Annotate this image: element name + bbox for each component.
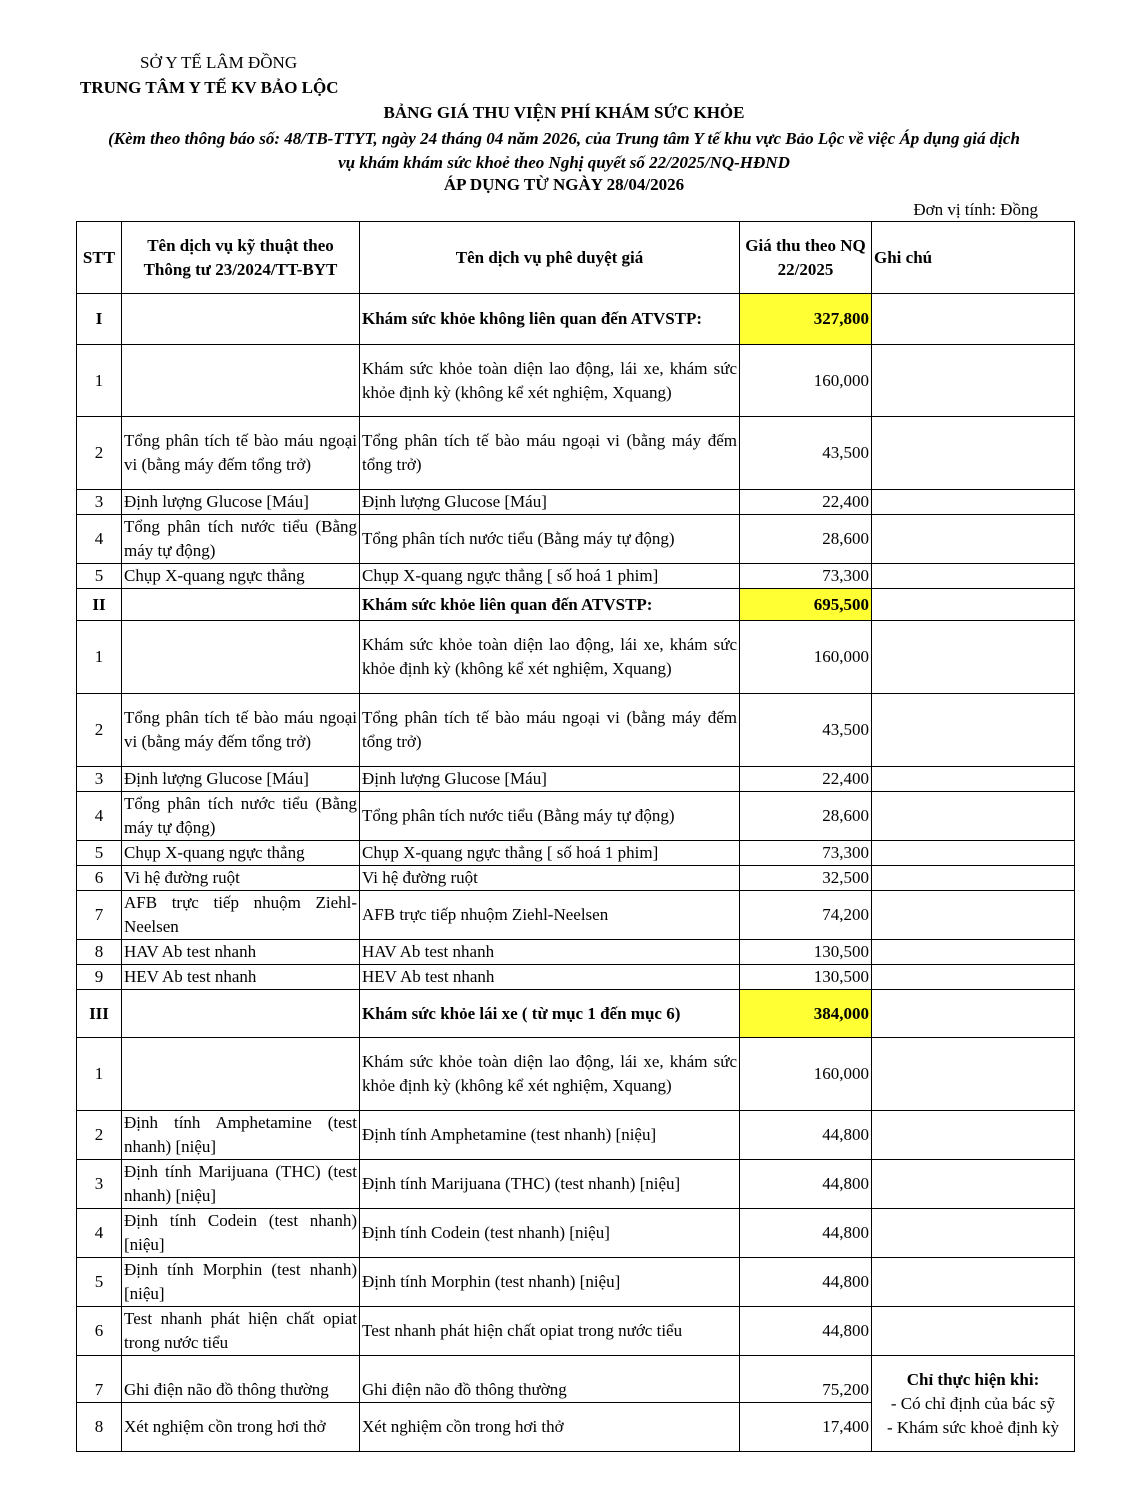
note-cell (872, 1160, 1075, 1209)
row-stt: 6 (77, 1307, 122, 1356)
section-tech-empty (122, 294, 360, 345)
note-cell (872, 866, 1075, 891)
row-tech-name: Định lượng Glucose [Máu] (122, 767, 360, 792)
col-stt-header: STT (77, 222, 122, 294)
row-price: 43,500 (740, 417, 872, 490)
row-stt: 8 (77, 940, 122, 965)
table-row (77, 940, 1075, 965)
row-stt: 7 (77, 1356, 122, 1403)
row-stt: 6 (77, 866, 122, 891)
table-row (77, 345, 1075, 417)
row-price: 22,400 (740, 490, 872, 515)
row-approved-name: HEV Ab test nhanh (360, 965, 740, 990)
row-approved-name: Tổng phân tích nước tiểu (Bằng máy tự động) (360, 515, 740, 564)
row-approved-name: Định tính Codein (test nhanh) [niệu] (360, 1209, 740, 1258)
table-row (77, 1258, 1075, 1307)
row-stt: 5 (77, 564, 122, 589)
row-approved-name: Định tính Morphin (test nhanh) [niệu] (360, 1258, 740, 1307)
price-table (76, 221, 1075, 1452)
row-stt: 2 (77, 1111, 122, 1160)
row-stt: 1 (77, 1038, 122, 1111)
table-row (77, 564, 1075, 589)
document-title: BẢNG GIÁ THU VIỆN PHÍ KHÁM SỨC KHỎE (383, 103, 745, 122)
row-stt: 4 (77, 515, 122, 564)
row-price: 130,500 (740, 940, 872, 965)
section-tech-empty (122, 589, 360, 621)
row-tech-name: Định tính Marijuana (THC) (test nhanh) [niệu] (122, 1160, 360, 1209)
row-stt: 3 (77, 1160, 122, 1209)
row-price: 17,400 (740, 1403, 872, 1452)
row-price: 28,600 (740, 792, 872, 841)
row-tech-name (122, 621, 360, 694)
section-total-price: 327,800 (740, 294, 872, 345)
apply-date: ÁP DỤNG TỪ NGÀY 28/04/2026 (443, 175, 685, 194)
table-row (77, 866, 1075, 891)
row-stt: 2 (77, 694, 122, 767)
row-approved-name: Vi hệ đường ruột (360, 866, 740, 891)
row-tech-name: Định tính Morphin (test nhanh) [niệu] (122, 1258, 360, 1307)
section-row (77, 990, 1075, 1038)
section-total-price: 695,500 (740, 589, 872, 621)
table-row (77, 621, 1075, 694)
table-row (77, 1209, 1075, 1258)
section-row (77, 589, 1075, 621)
row-stt: 1 (77, 621, 122, 694)
row-tech-name: Ghi điện não đồ thông thường (122, 1356, 360, 1403)
section-stt: I (77, 294, 122, 345)
row-approved-name: Khám sức khỏe toàn diện lao động, lái xe, khám sức khỏe định kỳ (không kể xét nghiệm, Xquang) (360, 345, 740, 417)
row-approved-name: Định lượng Glucose [Máu] (360, 767, 740, 792)
section-title: Khám sức khỏe không liên quan đến ATVSTP: (360, 294, 740, 345)
note-cell (872, 1111, 1075, 1160)
row-tech-name: Xét nghiệm cồn trong hơi thở (122, 1403, 360, 1452)
center-name: TRUNG TÂM Y TẾ KV BẢO LỘC (80, 78, 339, 97)
note-cell (872, 767, 1075, 792)
row-price: 160,000 (740, 621, 872, 694)
col-tech-name-header: Tên dịch vụ kỹ thuật theo Thông tư 23/2024/TT-BYT (122, 222, 360, 294)
row-stt: 7 (77, 891, 122, 940)
note-cell (872, 1307, 1075, 1356)
row-price: 44,800 (740, 1258, 872, 1307)
row-tech-name: Tổng phân tích tế bào máu ngoại vi (bằng máy đếm tổng trở) (122, 694, 360, 767)
row-stt: 4 (77, 1209, 122, 1258)
row-approved-name: Chụp X-quang ngực thẳng [ số hoá 1 phim] (360, 564, 740, 589)
note-cell (872, 1209, 1075, 1258)
section-tech-empty (122, 990, 360, 1038)
row-tech-name: Vi hệ đường ruột (122, 866, 360, 891)
section-stt: III (77, 990, 122, 1038)
note-cell (872, 990, 1075, 1038)
row-tech-name: Định lượng Glucose [Máu] (122, 490, 360, 515)
row-approved-name: Tổng phân tích nước tiểu (Bằng máy tự động) (360, 792, 740, 841)
row-price: 130,500 (740, 965, 872, 990)
table-row (77, 1038, 1075, 1111)
note-cell (872, 792, 1075, 841)
row-stt: 4 (77, 792, 122, 841)
col-price-header: Giá thu theo NQ 22/2025 (740, 222, 872, 294)
col-note-header: Ghi chú (872, 222, 1075, 294)
row-price: 43,500 (740, 694, 872, 767)
row-tech-name: Định tính Amphetamine (test nhanh) [niệu] (122, 1111, 360, 1160)
table-row (77, 965, 1075, 990)
row-approved-name: Tổng phân tích tế bào máu ngoại vi (bằng máy đếm tổng trở) (360, 417, 740, 490)
row-approved-name: Chụp X-quang ngực thẳng [ số hoá 1 phim] (360, 841, 740, 866)
row-approved-name: AFB trực tiếp nhuộm Ziehl-Neelsen (360, 891, 740, 940)
note-cell (872, 841, 1075, 866)
row-approved-name: Định tính Amphetamine (test nhanh) [niệu] (360, 1111, 740, 1160)
row-tech-name (122, 1038, 360, 1111)
row-tech-name (122, 345, 360, 417)
row-approved-name: HAV Ab test nhanh (360, 940, 740, 965)
conditions-note-line: - Có chỉ định của bác sỹ (890, 1393, 1056, 1413)
row-stt: 3 (77, 490, 122, 515)
row-price: 28,600 (740, 515, 872, 564)
table-row (77, 1111, 1075, 1160)
row-stt: 5 (77, 841, 122, 866)
table-row (77, 694, 1075, 767)
row-price: 73,300 (740, 564, 872, 589)
table-row (77, 1307, 1075, 1356)
row-price: 74,200 (740, 891, 872, 940)
row-price: 75,200 (740, 1356, 872, 1403)
row-stt: 8 (77, 1403, 122, 1452)
note-cell (872, 891, 1075, 940)
section-stt: II (77, 589, 122, 621)
row-price: 44,800 (740, 1111, 872, 1160)
row-approved-name: Khám sức khỏe toàn diện lao động, lái xe, khám sức khỏe định kỳ (không kể xét nghiệm, Xquang) (360, 1038, 740, 1111)
row-price: 22,400 (740, 767, 872, 792)
row-stt: 5 (77, 1258, 122, 1307)
row-price: 32,500 (740, 866, 872, 891)
table-row (77, 841, 1075, 866)
table-row (77, 417, 1075, 490)
row-price: 44,800 (740, 1160, 872, 1209)
row-stt: 3 (77, 767, 122, 792)
row-approved-name: Test nhanh phát hiện chất opiat trong nước tiểu (360, 1307, 740, 1356)
section-title: Khám sức khỏe liên quan đến ATVSTP: (360, 589, 740, 621)
row-price: 44,800 (740, 1209, 872, 1258)
row-price: 44,800 (740, 1307, 872, 1356)
section-title: Khám sức khỏe lái xe ( từ mục 1 đến mục 6) (360, 990, 740, 1038)
conditions-note (872, 1356, 1075, 1452)
row-stt: 9 (77, 965, 122, 990)
note-cell (872, 417, 1075, 490)
note-cell (872, 589, 1075, 621)
row-stt: 2 (77, 417, 122, 490)
row-tech-name: Định tính Codein (test nhanh) [niệu] (122, 1209, 360, 1258)
row-tech-name: AFB trực tiếp nhuộm Ziehl-Neelsen (122, 891, 360, 940)
department-name: SỞ Y TẾ LÂM ĐỒNG (140, 53, 298, 72)
row-approved-name: Ghi điện não đồ thông thường (360, 1356, 740, 1403)
row-tech-name: HAV Ab test nhanh (122, 940, 360, 965)
section-total-price: 384,000 (740, 990, 872, 1038)
row-price: 160,000 (740, 1038, 872, 1111)
note-cell (872, 515, 1075, 564)
document-subtitle: (Kèm theo thông báo số: 48/TB-TTYT, ngày 24 tháng 04 năm 2026, của Trung tâm Y tế khu vực Bảo Lộc về việc Áp dụng giá dịch vụ khám khám sức khoẻ theo Nghị quyết số 22/2025/NQ-HĐND (108, 129, 1020, 172)
row-tech-name: Chụp X-quang ngực thẳng (122, 841, 360, 866)
row-price: 160,000 (740, 345, 872, 417)
section-row (77, 294, 1075, 345)
note-cell (872, 294, 1075, 345)
table-row (77, 767, 1075, 792)
note-cell (872, 940, 1075, 965)
row-approved-name: Định lượng Glucose [Máu] (360, 490, 740, 515)
conditions-note-line: - Khám sức khoẻ định kỳ (886, 1417, 1060, 1437)
table-row (77, 792, 1075, 841)
row-approved-name: Định tính Marijuana (THC) (test nhanh) [niệu] (360, 1160, 740, 1209)
note-cell (872, 490, 1075, 515)
table-header-row (77, 222, 1075, 294)
table-row (77, 891, 1075, 940)
table-row (77, 515, 1075, 564)
row-tech-name: Chụp X-quang ngực thẳng (122, 564, 360, 589)
table-row (77, 1160, 1075, 1209)
row-tech-name: HEV Ab test nhanh (122, 965, 360, 990)
note-cell (872, 621, 1075, 694)
row-tech-name: Tổng phân tích nước tiểu (Bằng máy tự động) (122, 792, 360, 841)
row-tech-name: Test nhanh phát hiện chất opiat trong nước tiểu (122, 1307, 360, 1356)
conditions-note-title: Chỉ thực hiện khi: (906, 1369, 1040, 1389)
note-cell (872, 564, 1075, 589)
table-row (77, 490, 1075, 515)
row-tech-name: Tổng phân tích tế bào máu ngoại vi (bằng máy đếm tổng trở) (122, 417, 360, 490)
currency-unit: Đơn vị tính: Đồng (913, 200, 1038, 219)
row-stt: 1 (77, 345, 122, 417)
note-cell (872, 694, 1075, 767)
row-price: 73,300 (740, 841, 872, 866)
note-cell (872, 345, 1075, 417)
note-cell (872, 1258, 1075, 1307)
note-cell (872, 1038, 1075, 1111)
table-row (77, 1356, 1075, 1403)
row-tech-name: Tổng phân tích nước tiểu (Bằng máy tự động) (122, 515, 360, 564)
row-approved-name: Xét nghiệm cồn trong hơi thở (360, 1403, 740, 1452)
col-approved-name-header: Tên dịch vụ phê duyệt giá (360, 222, 740, 294)
row-approved-name: Khám sức khỏe toàn diện lao động, lái xe, khám sức khỏe định kỳ (không kể xét nghiệm, Xquang) (360, 621, 740, 694)
row-approved-name: Tổng phân tích tế bào máu ngoại vi (bằng máy đếm tổng trở) (360, 694, 740, 767)
note-cell (872, 965, 1075, 990)
